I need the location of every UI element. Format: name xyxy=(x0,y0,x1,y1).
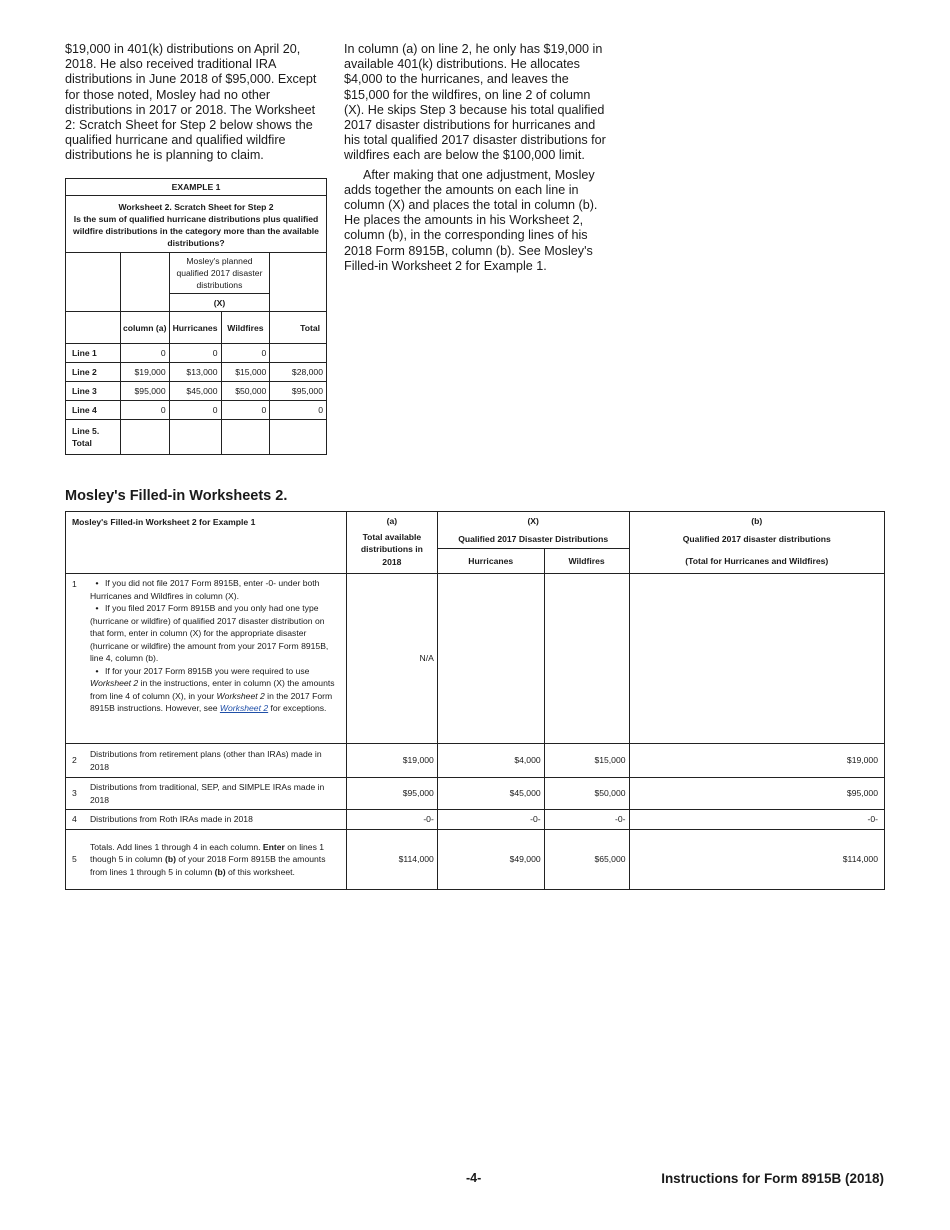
example-heading xyxy=(66,196,327,253)
left-column xyxy=(65,42,327,164)
row-hurricanes xyxy=(169,420,221,455)
filled-in-worksheet-table xyxy=(65,511,885,890)
col-a-label: Total available distributions in 2018 xyxy=(346,531,437,574)
example-blank-cell xyxy=(120,253,169,312)
row-col-a xyxy=(120,420,169,455)
table-row xyxy=(66,363,327,382)
line-hurricanes: $4,000 xyxy=(437,744,544,778)
table-row xyxy=(66,401,327,420)
line-5-description xyxy=(84,830,346,890)
example-x-label: (X) xyxy=(169,294,270,312)
line-5-text: of your 2018 Form 8915B the amounts from lines 1 through 5 in column xyxy=(89,854,326,877)
line-1-col-b xyxy=(629,574,884,744)
row-label: Line 5. Total xyxy=(66,420,121,455)
example-heading-line2: Is the sum of qualified hurricane distributions plus qualified wildfire distributions in the category more than the available distributions? xyxy=(73,214,319,248)
row-label: Line 1 xyxy=(66,344,121,363)
right-column xyxy=(344,42,606,274)
row-label: Line 4 xyxy=(66,401,121,420)
worksheet-2-link[interactable]: Worksheet 2 xyxy=(219,703,269,713)
line-col-a: -0- xyxy=(346,810,437,830)
line-5-col-a: $114,000 xyxy=(346,830,437,890)
table-row xyxy=(66,382,327,401)
line-1-description xyxy=(84,574,346,744)
line-col-b: $95,000 xyxy=(629,778,884,810)
row-label: Line 3 xyxy=(66,382,121,401)
table-row xyxy=(66,420,327,455)
worksheet-header-title: Mosley's Filled-in Worksheet 2 for Example 1 xyxy=(66,512,347,574)
example-blank-cell xyxy=(270,253,327,312)
row-col-a: 0 xyxy=(120,344,169,363)
row-wildfires: 0 xyxy=(221,401,270,420)
col-x-label: Qualified 2017 Disaster Distributions xyxy=(437,531,629,549)
line-number: 1 xyxy=(66,574,84,744)
row-total: 0 xyxy=(270,401,327,420)
line-wildfires: $50,000 xyxy=(544,778,629,810)
row-total xyxy=(270,344,327,363)
row-hurricanes: 0 xyxy=(169,344,221,363)
line-1-bullet-2: • If you filed 2017 Form 8915B and you only had one type (hurricane or wildfire) of qualified 2017 disaster distribution on that form, enter in column (X) for the appropriate disaster (hurricane or wildfire) the amount from your 2017 Form 8915B, line 4, column (b). xyxy=(90,602,340,665)
line-number: 3 xyxy=(66,778,84,810)
example-heading-line1: Worksheet 2. Scratch Sheet for Step 2 xyxy=(118,202,274,212)
line-5-text: Totals. Add lines 1 through 4 in each column. xyxy=(89,841,263,852)
table-row xyxy=(66,574,885,744)
col-b-label-2: (Total for Hurricanes and Wildfires) xyxy=(629,549,884,574)
row-total: $28,000 xyxy=(270,363,327,382)
line-5-hurricanes: $49,000 xyxy=(437,830,544,890)
line-1-hurricanes xyxy=(437,574,544,744)
col-wildfires: Wildfires xyxy=(544,549,629,574)
example-col-a: column (a) xyxy=(120,312,169,344)
table-row xyxy=(66,810,885,830)
line-description: Distributions from Roth IRAs made in 2018 xyxy=(84,810,346,830)
line-1-wildfires xyxy=(544,574,629,744)
row-hurricanes: 0 xyxy=(169,401,221,420)
col-b-label-1: Qualified 2017 disaster distributions xyxy=(629,531,884,549)
line-col-a: $95,000 xyxy=(346,778,437,810)
example-col-wildfires: Wildfires xyxy=(221,312,270,344)
line-5-text: on lines 1 though 5 in column xyxy=(89,841,325,865)
example-col-total: Total xyxy=(270,312,327,344)
line-number: 4 xyxy=(66,810,84,830)
line-5-wildfires: $65,000 xyxy=(544,830,629,890)
row-wildfires xyxy=(221,420,270,455)
table-row xyxy=(66,344,327,363)
right-paragraph-1: In column (a) on line 2, he only has $19,000 in available 401(k) distributions. He allocates $4,000 to the hurricanes, and leaves the $15,000 for the wildfires, on line 2 of column (X). He skips Step 3 because his total qualified 2017 disaster distributions for hurricanes and his total qualified 2017 disaster distributions for wildfires each are below the $100,000 limit. xyxy=(344,42,606,163)
section-title: Mosley's Filled-in Worksheets 2. xyxy=(65,488,288,504)
line-col-a: $19,000 xyxy=(346,744,437,778)
col-x-letter: (X) xyxy=(437,512,629,531)
line-hurricanes: $45,000 xyxy=(437,778,544,810)
line-5-text: of this worksheet. xyxy=(225,866,295,877)
line-number: 5 xyxy=(66,830,84,890)
line-5-bold: (b) xyxy=(164,854,176,865)
example-blank-cell xyxy=(66,312,121,344)
row-wildfires: 0 xyxy=(221,344,270,363)
row-hurricanes: $13,000 xyxy=(169,363,221,382)
line-wildfires: $15,000 xyxy=(544,744,629,778)
line-hurricanes: -0- xyxy=(437,810,544,830)
col-hurricanes: Hurricanes xyxy=(437,549,544,574)
line-description: Distributions from traditional, SEP, and SIMPLE IRAs made in 2018 xyxy=(84,778,346,810)
example-1-table xyxy=(65,178,327,455)
example-title: EXAMPLE 1 xyxy=(66,179,327,196)
example-col-hurricanes: Hurricanes xyxy=(169,312,221,344)
line-1-col-a: N/A xyxy=(346,574,437,744)
col-a-letter: (a) xyxy=(346,512,437,531)
line-description: Distributions from retirement plans (other than IRAs) made in 2018 xyxy=(84,744,346,778)
line-1-bullet-1: • If you did not file 2017 Form 8915B, enter -0- under both Hurricanes and Wildfires in column (X). xyxy=(90,577,340,602)
line-wildfires: -0- xyxy=(544,810,629,830)
row-col-a: $95,000 xyxy=(120,382,169,401)
line-5-bold: Enter xyxy=(262,841,285,852)
row-label: Line 2 xyxy=(66,363,121,382)
table-row xyxy=(66,830,885,890)
row-col-a: 0 xyxy=(120,401,169,420)
line-col-b: $19,000 xyxy=(629,744,884,778)
row-hurricanes: $45,000 xyxy=(169,382,221,401)
row-total: $95,000 xyxy=(270,382,327,401)
row-wildfires: $50,000 xyxy=(221,382,270,401)
footer-title: Instructions for Form 8915B (2018) xyxy=(661,1171,884,1186)
row-wildfires: $15,000 xyxy=(221,363,270,382)
line-5-bold: (b) xyxy=(214,866,226,877)
table-row xyxy=(66,744,885,778)
bullet-3-italic: Worksheet 2 xyxy=(89,678,139,688)
example-blank-cell xyxy=(66,253,121,312)
line-number: 2 xyxy=(66,744,84,778)
page-number: -4- xyxy=(466,1171,482,1185)
row-col-a: $19,000 xyxy=(120,363,169,382)
line-5-col-b: $114,000 xyxy=(629,830,884,890)
col-b-letter: (b) xyxy=(629,512,884,531)
table-row xyxy=(66,778,885,810)
right-paragraph-2: After making that one adjustment, Mosley adds together the amounts on each line in column (X) and places the total in column (b). He places the amounts in his Worksheet 2, column (b), in the corresponding lines of his 2018 Form 8915B, column (b). See Mosley's Filled-in Worksheet 2 for Example 1. xyxy=(344,167,598,273)
left-paragraph: $19,000 in 401(k) distributions on April 20, 2018. He also received traditional IRA distributions in June 2018 of $95,000. Except for those noted, Mosley had no other distributions in 2017 or 2018. The Worksheet 2: Scratch Sheet for Step 2 below shows the qualified hurricane and qualified wildfire distributions he is planning to claim. xyxy=(65,42,317,163)
bullet-3-text: for exceptions. xyxy=(268,703,327,713)
row-total xyxy=(270,420,327,455)
line-1-bullet-3 xyxy=(90,665,340,715)
bullet-3-text: If for your 2017 Form 8915B you were required to use xyxy=(104,665,310,676)
bullet-3-text: in the 2017 Form 8915B instructions. However, see xyxy=(89,690,333,713)
example-planned-label: Mosley's planned qualified 2017 disaster distributions xyxy=(169,253,270,294)
bullet-3-text: in the instructions, enter in column (X) the amounts from line 4 of column (X), in your xyxy=(89,678,335,701)
line-col-b: -0- xyxy=(629,810,884,830)
bullet-3-italic: Worksheet 2 xyxy=(216,690,265,701)
